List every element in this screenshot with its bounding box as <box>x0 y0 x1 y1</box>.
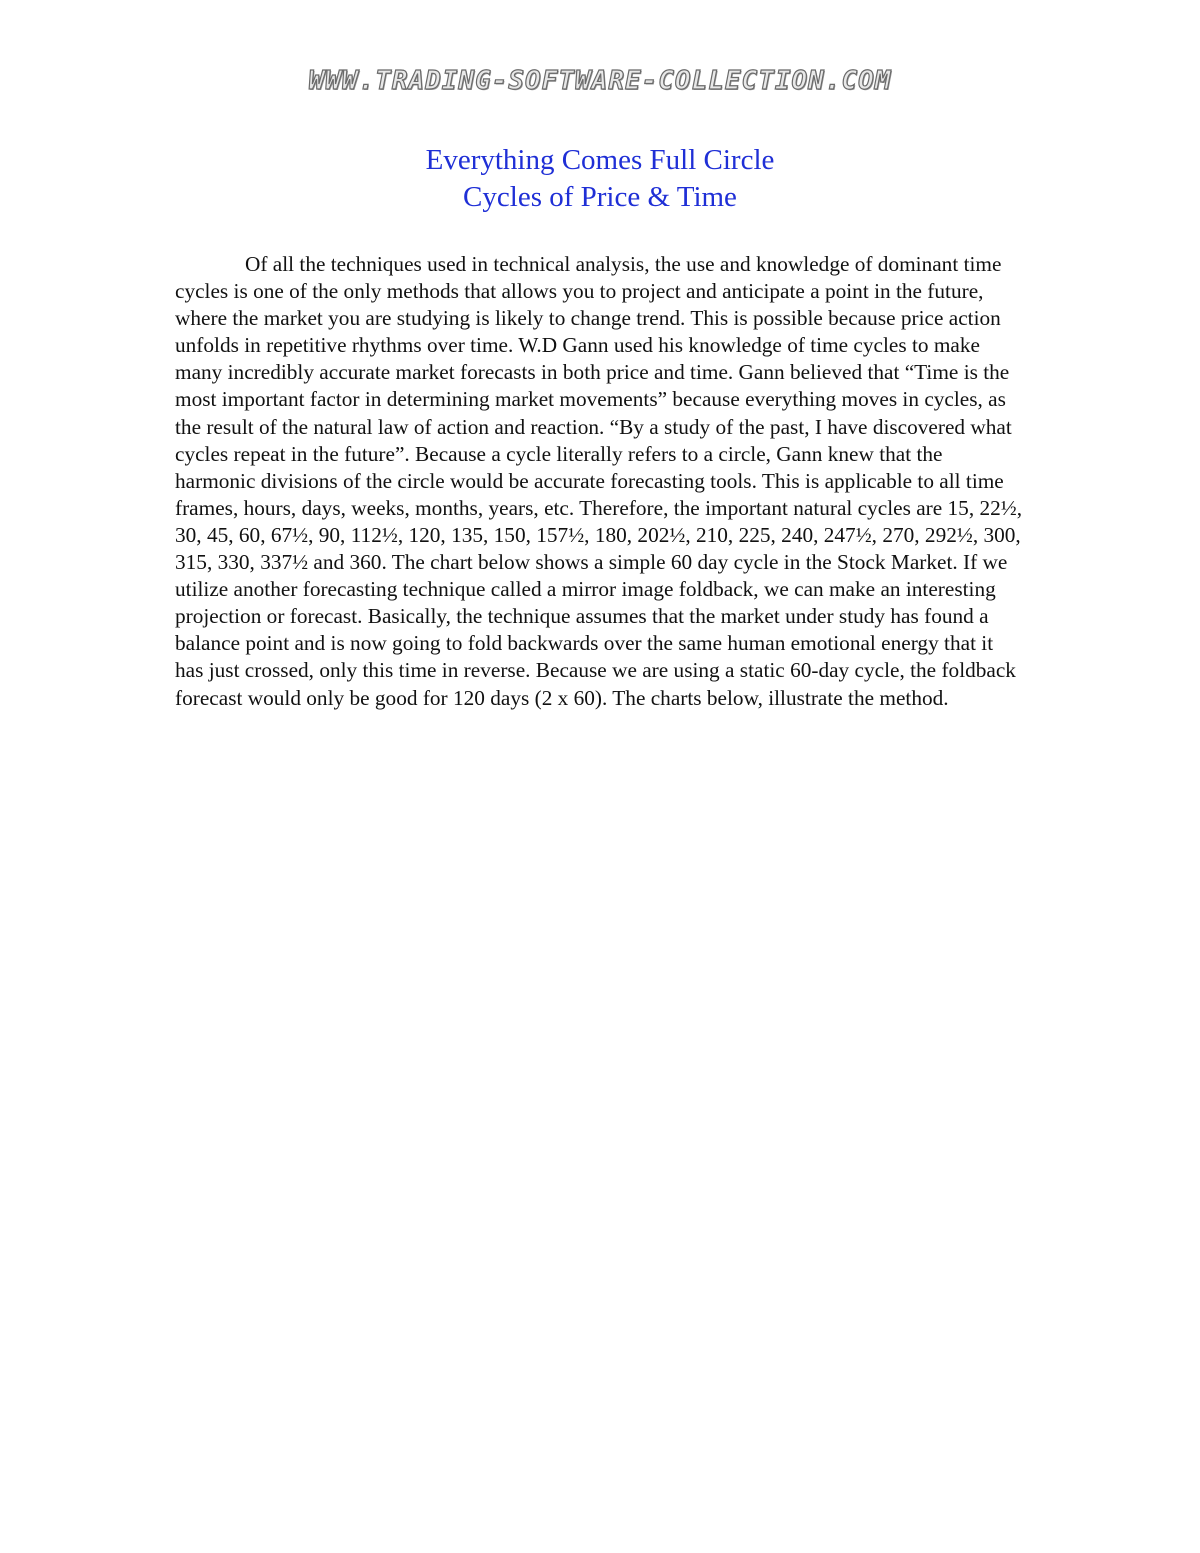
body-paragraph: Of all the techniques used in technical analysis, the use and knowledge of dominant time cycles is one of the only methods that allows you to project and anticipate a point in the future, where the market you are studying is likely to change trend. This is possible because price action unfolds in repetitive rhythms over time. W.D Gann used his knowledge of time cycles to make many incredibly accurate market forecasts in both price and time. Gann believed that “Time is the most important factor in determining market movements” because everything moves in cycles, as the result of the natural law of action and reaction. “By a study of the past, I have discovered what cycles repeat in the future”. Because a cycle literally refers to a circle, Gann knew that the harmonic divisions of the circle would be accurate forecasting tools. This is applicable to all time frames, hours, days, weeks, months, years, etc. Therefore, the important natural cycles are 15, 22½, 30, 45, 60, 67½, 90, 112½, 120, 135, 150, 157½, 180, 202½, 210, 225, 240, 247½, 270, 292½, 300, 315, 330, 337½ and 360. The chart below shows a simple 60 day cycle in the Stock Market. If we utilize another forecasting technique called a mirror image foldback, we can make an interesting projection or forecast. Basically, the technique assumes that the market under study has found a balance point and is now going to fold backwards over the same human emotional energy that it has just crossed, only this time in reverse. Because we are using a static 60-day cycle, the foldback forecast would only be good for 120 days (2 x 60). The charts below, illustrate the method. <box>175 252 1023 710</box>
document-title <box>0 142 1200 216</box>
watermark-url: WWW.TRADING-SOFTWARE-COLLECTION.COM <box>308 66 892 96</box>
title-line-2: Cycles of Price & Time <box>463 181 737 213</box>
title-line-1: Everything Comes Full Circle <box>425 144 775 176</box>
